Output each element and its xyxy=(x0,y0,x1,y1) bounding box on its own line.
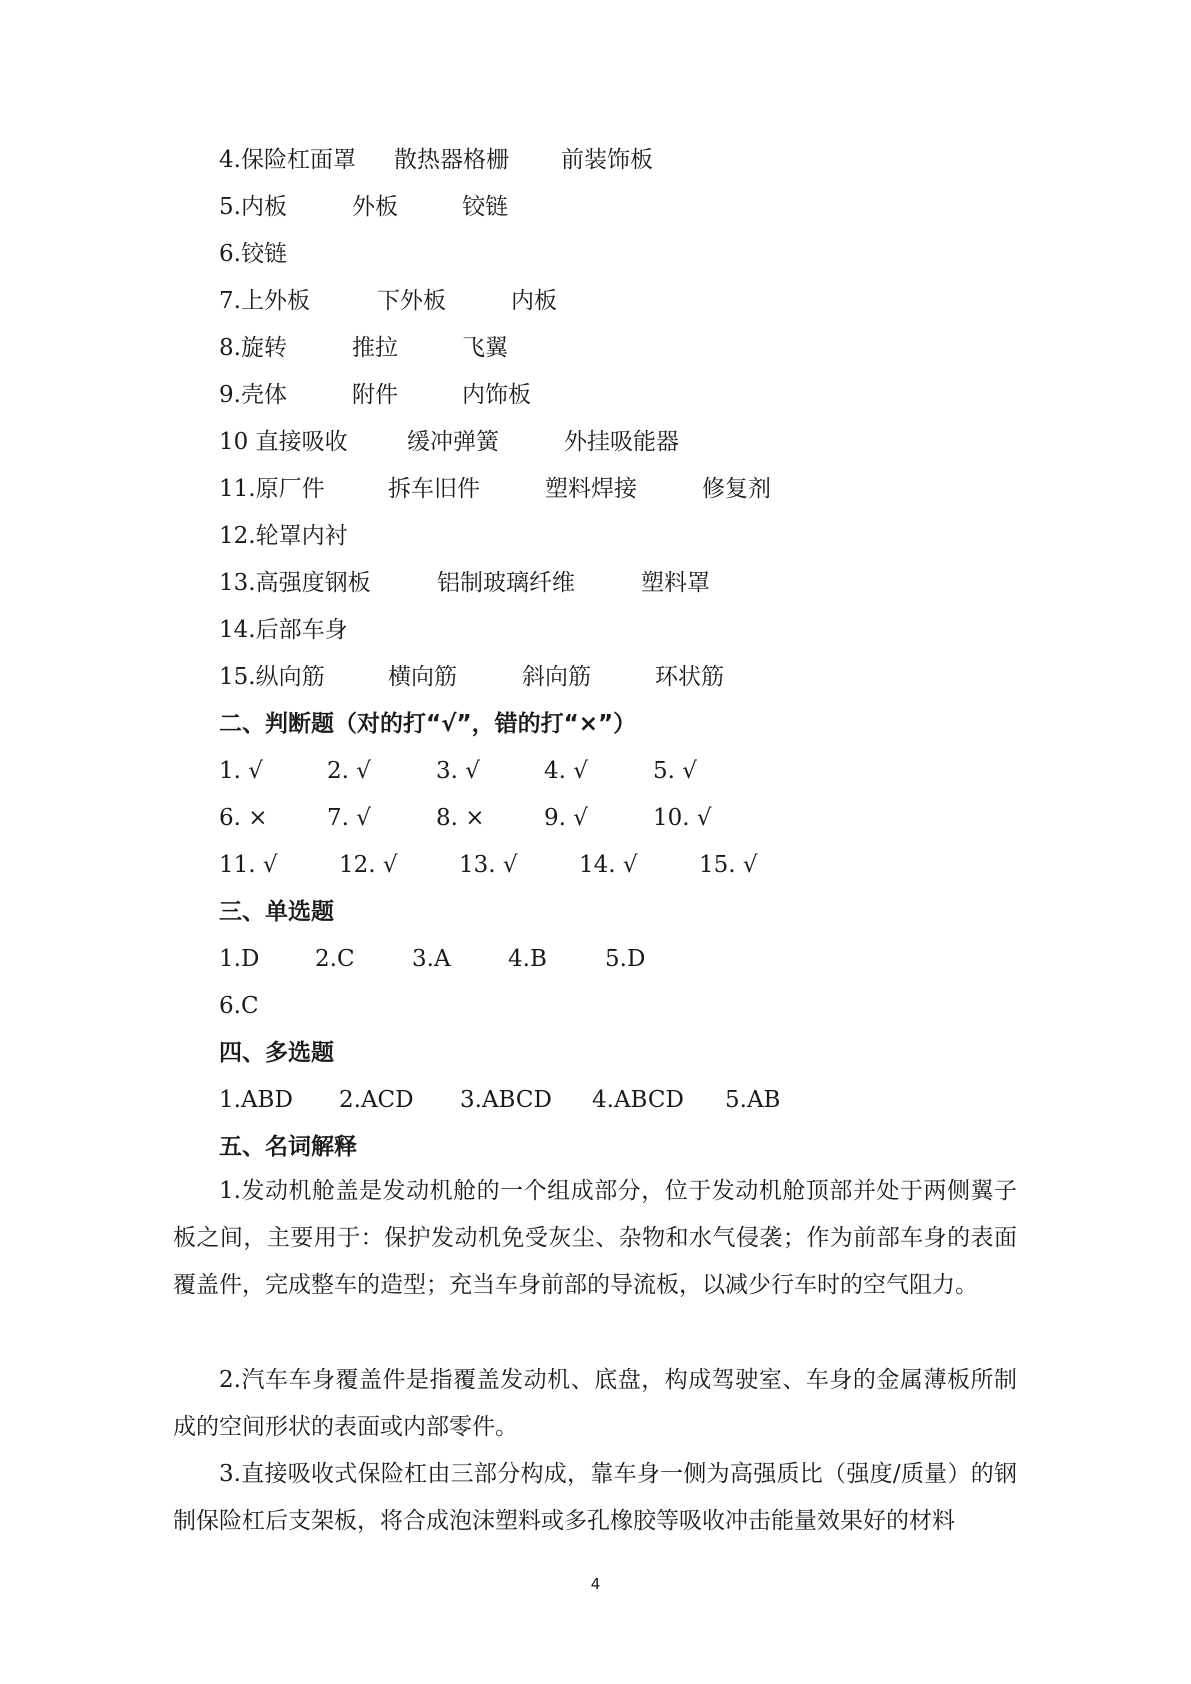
answer-item: 散热器格栅 xyxy=(394,147,509,173)
answer-item: 2.C xyxy=(315,946,355,972)
page-number: 4 xyxy=(590,1575,601,1593)
answer-item: 6. × xyxy=(219,805,268,831)
definition-paragraph: 2.汽车车身覆盖件是指覆盖发动机、底盘，构成驾驶室、车身的金属薄板所制成的空间形状的表面或内部零件。 xyxy=(173,1367,1017,1440)
answer-item: 3.ABCD xyxy=(460,1087,552,1113)
answer-item: 飞翼 xyxy=(462,335,508,361)
answer-item: 10 直接吸收 xyxy=(219,429,348,455)
answer-item: 1.D xyxy=(219,946,260,972)
answer-item: 8. × xyxy=(436,805,485,831)
answer-item: 缓冲弹簧 xyxy=(407,429,499,455)
answer-item: 铝制玻璃纤维 xyxy=(437,570,575,596)
answer-item: 斜向筋 xyxy=(522,664,591,690)
answer-item: 14. √ xyxy=(579,852,638,878)
answer-item: 附件 xyxy=(352,382,398,408)
answer-item: 外板 xyxy=(352,194,398,220)
answer-item: 6.C xyxy=(219,993,259,1019)
answer-item: 12.轮罩内衬 xyxy=(219,523,348,549)
answer-item: 修复剂 xyxy=(702,476,771,502)
definition-paragraph: 1.发动机舱盖是发动机舱的一个组成部分，位于发动机舱顶部并处于两侧翼子板之间，主要用于：保护发动机免受灰尘、杂物和水气侵袭；作为前部车身的表面覆盖件，完成整车的造型；充当车身前部的导流板，以减少行车时的空气阻力。 xyxy=(173,1178,1017,1298)
answer-item: 1. √ xyxy=(219,758,263,784)
section-heading-true-false: 二、判断题（对的打“√”，错的打“×”） xyxy=(219,711,637,737)
answer-item: 内板 xyxy=(511,288,557,314)
answer-item: 推拉 xyxy=(352,335,398,361)
answer-item: 5.内板 xyxy=(219,194,287,220)
answer-item: 拆车旧件 xyxy=(388,476,480,502)
section-heading-multiple-choice: 四、多选题 xyxy=(219,1040,334,1066)
answer-item: 9. √ xyxy=(544,805,588,831)
answer-item: 下外板 xyxy=(377,288,446,314)
section-heading-single-choice: 三、单选题 xyxy=(219,899,334,925)
answer-item: 1.ABD xyxy=(219,1087,293,1113)
answer-item: 15.纵向筋 xyxy=(219,664,325,690)
answer-item: 13. √ xyxy=(459,852,518,878)
answer-item: 11. √ xyxy=(219,852,278,878)
answer-item: 横向筋 xyxy=(388,664,457,690)
answer-item: 5. √ xyxy=(653,758,697,784)
answer-item: 2.ACD xyxy=(339,1087,414,1113)
answer-item: 8.旋转 xyxy=(219,335,287,361)
answer-item: 10. √ xyxy=(653,805,712,831)
answer-item: 环状筋 xyxy=(655,664,724,690)
answer-item: 7. √ xyxy=(327,805,371,831)
answer-item: 前装饰板 xyxy=(561,147,653,173)
answer-item: 4.ABCD xyxy=(592,1087,684,1113)
answer-item: 4.B xyxy=(508,946,547,972)
answer-item: 铰链 xyxy=(462,194,508,220)
definition-paragraph: 3.直接吸收式保险杠由三部分构成，靠车身一侧为高强质比（强度/质量）的钢制保险杠后支架板，将合成泡沫塑料或多孔橡胶等吸收冲击能量效果好的材料 xyxy=(173,1461,1017,1534)
answer-item: 9.壳体 xyxy=(219,382,287,408)
answer-item: 13.高强度钢板 xyxy=(219,570,371,596)
answer-item: 7.上外板 xyxy=(219,288,310,314)
answer-item: 外挂吸能器 xyxy=(564,429,679,455)
answer-item: 5.D xyxy=(605,946,646,972)
answer-item: 4. √ xyxy=(544,758,588,784)
answer-item: 6.铰链 xyxy=(219,241,287,267)
answer-item: 14.后部车身 xyxy=(219,617,348,643)
answer-item: 4.保险杠面罩 xyxy=(219,147,356,173)
answer-item: 塑料罩 xyxy=(641,570,710,596)
answer-item: 11.原厂件 xyxy=(219,476,325,502)
section-heading-term-definitions: 五、名词解释 xyxy=(219,1134,357,1160)
answer-item: 内饰板 xyxy=(462,382,531,408)
answer-item: 5.AB xyxy=(725,1087,781,1113)
answer-item: 12. √ xyxy=(339,852,398,878)
answer-item: 15. √ xyxy=(699,852,758,878)
answer-item: 塑料焊接 xyxy=(545,476,637,502)
answer-item: 3.A xyxy=(412,946,451,972)
answer-item: 3. √ xyxy=(436,758,480,784)
answer-item: 2. √ xyxy=(327,758,371,784)
